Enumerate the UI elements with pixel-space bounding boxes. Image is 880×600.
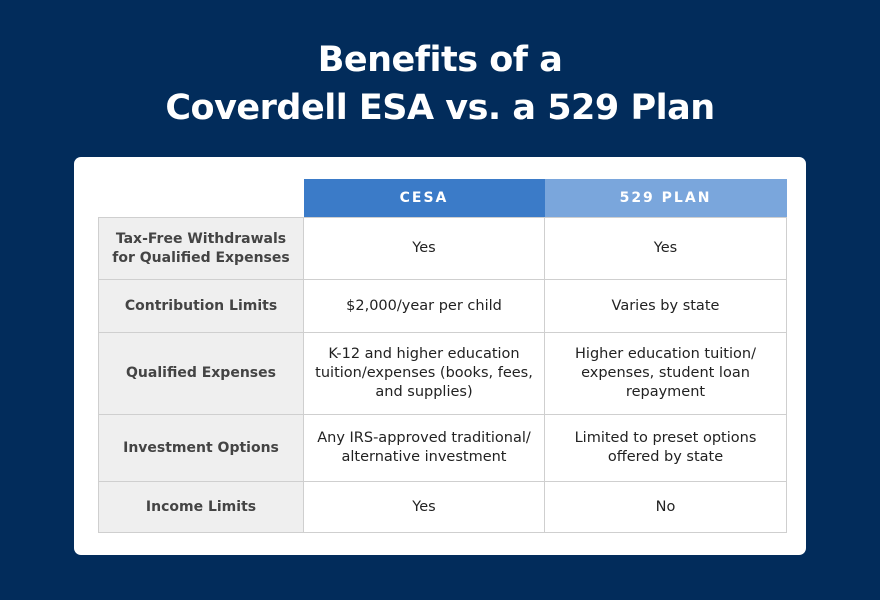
row-label: Qualified Expenses: [99, 333, 304, 415]
plan529-cell: Higher education tuition/ expenses, student loan repayment: [545, 333, 787, 415]
comparison-card: [74, 157, 806, 555]
table-row: [99, 218, 787, 280]
plan529-cell: Varies by state: [545, 280, 787, 333]
row-label: Tax-Free Withdrawals for Qualified Expenses: [99, 218, 304, 280]
table-row: [99, 415, 787, 482]
page-title: [0, 36, 880, 132]
cesa-cell: K-12 and higher education tuition/expenses (books, fees, and supplies): [304, 333, 545, 415]
header-blank: [99, 179, 304, 218]
plan529-cell: Yes: [545, 218, 787, 280]
row-label: Contribution Limits: [99, 280, 304, 333]
header-row: [99, 179, 787, 218]
plan529-cell: No: [545, 482, 787, 533]
row-label: Investment Options: [99, 415, 304, 482]
cesa-cell: Any IRS-approved traditional/ alternative investment: [304, 415, 545, 482]
title-line-1: Benefits of a: [317, 40, 563, 80]
table-row: [99, 482, 787, 533]
cesa-cell: Yes: [304, 218, 545, 280]
header-529: 529 PLAN: [545, 179, 787, 218]
comparison-table: [98, 179, 787, 533]
plan529-cell: Limited to preset options offered by state: [545, 415, 787, 482]
title-line-2: Coverdell ESA vs. a 529 Plan: [165, 88, 715, 128]
header-cesa: CESA: [304, 179, 545, 218]
cesa-cell: $2,000/year per child: [304, 280, 545, 333]
table-row: [99, 280, 787, 333]
row-label: Income Limits: [99, 482, 304, 533]
cesa-cell: Yes: [304, 482, 545, 533]
table-row: [99, 333, 787, 415]
